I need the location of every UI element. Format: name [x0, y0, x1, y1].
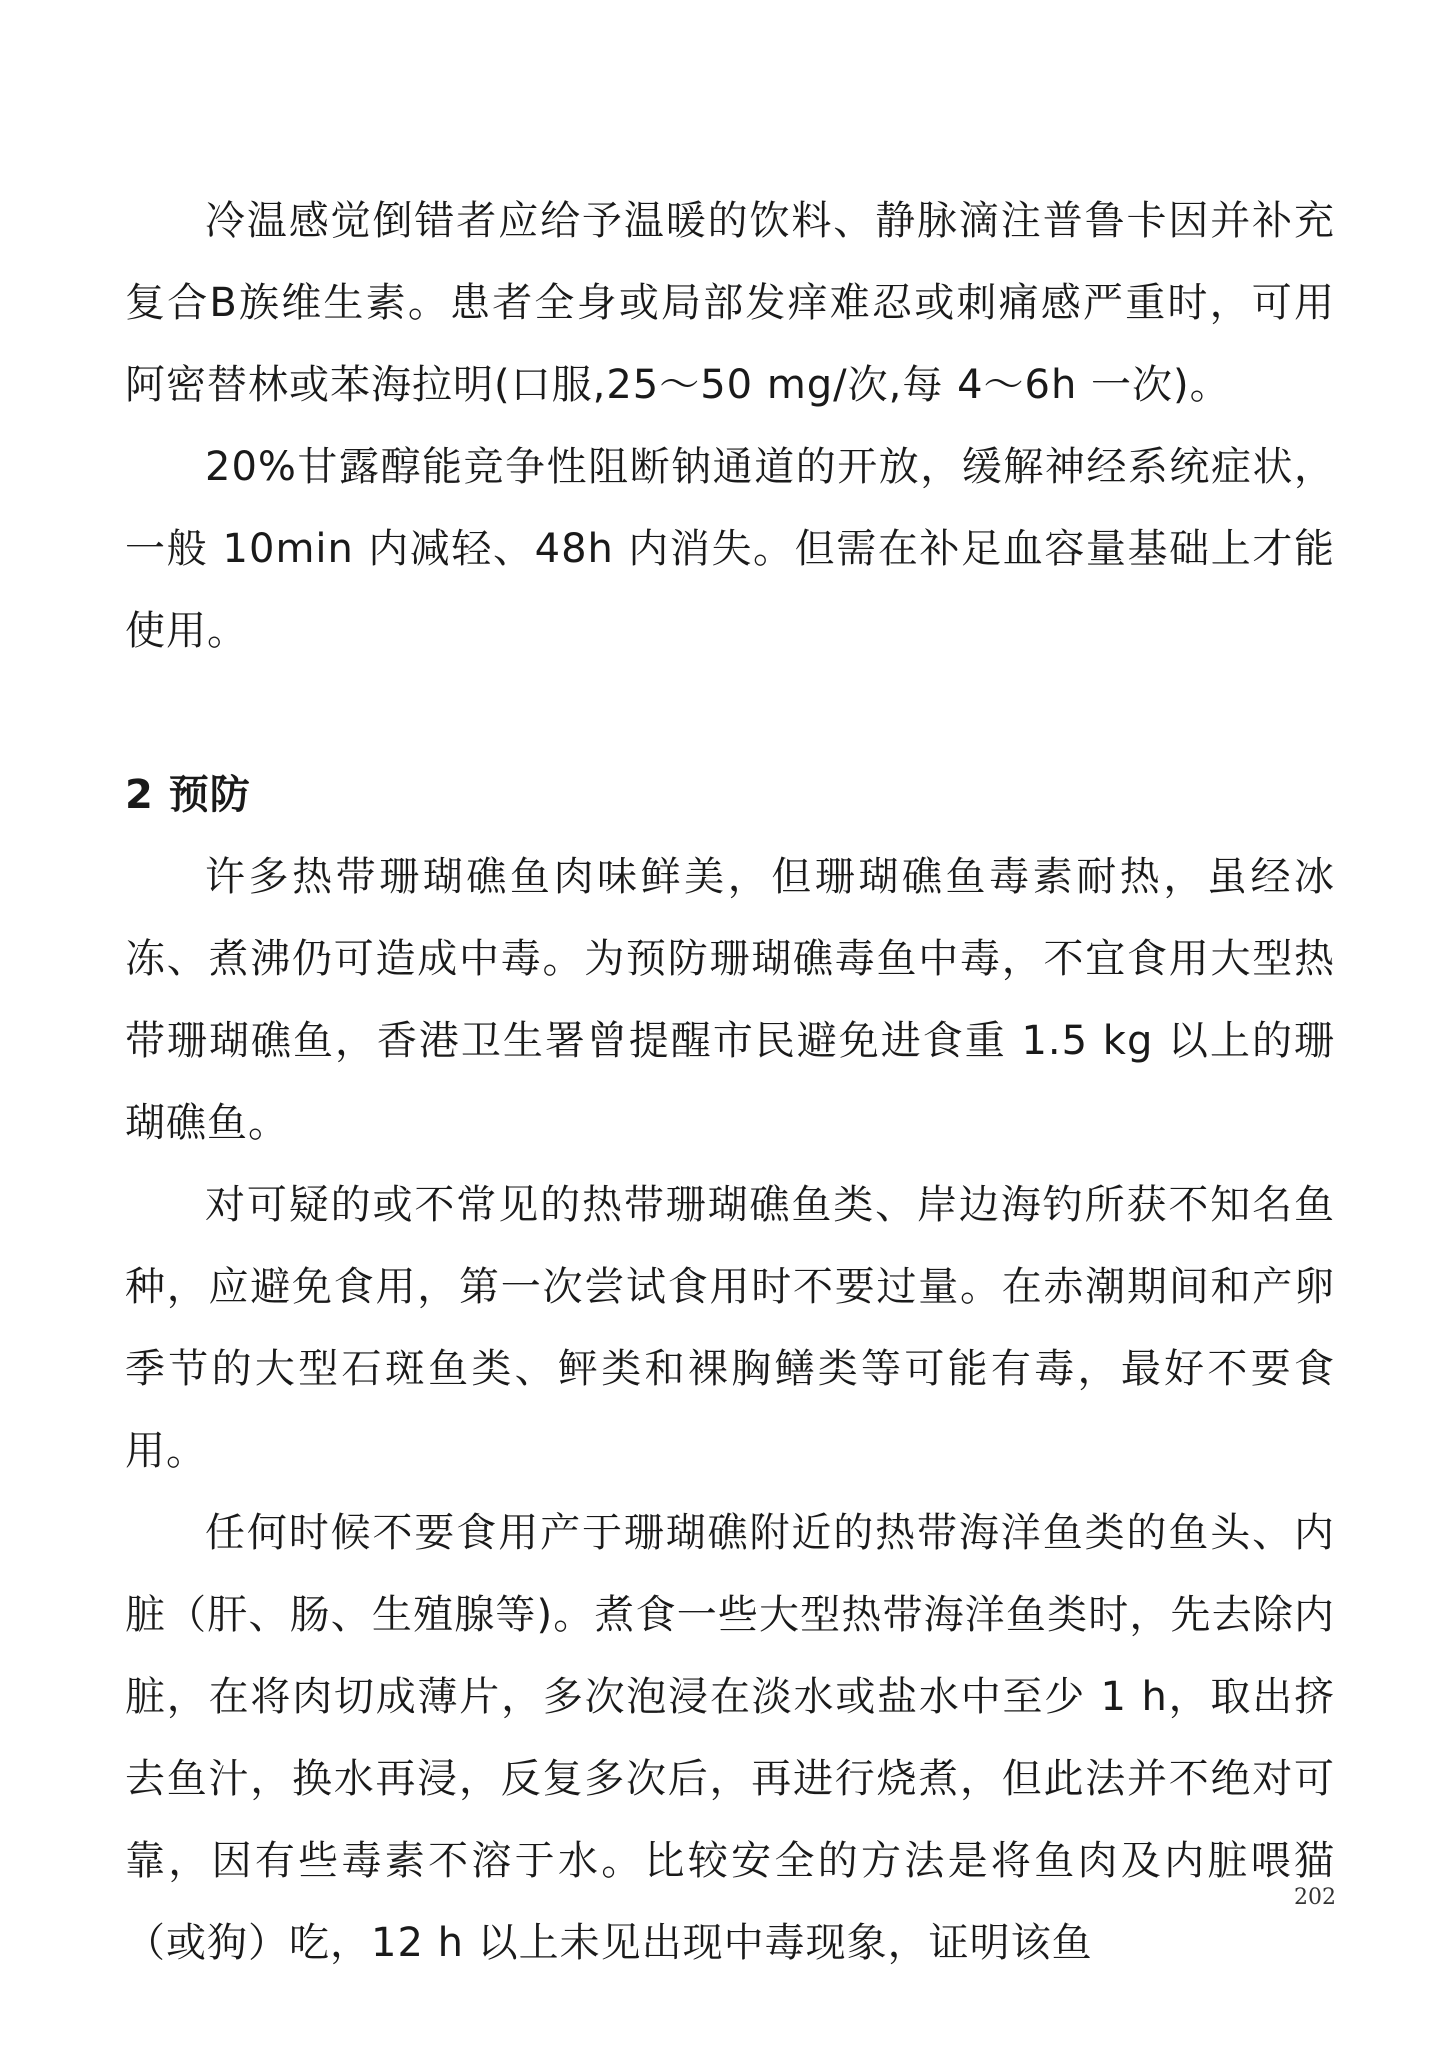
paragraph-treatment-itch: 冷温感觉倒错者应给予温暖的饮料、静脉滴注普鲁卡因并补充复合B族维生素。患者全身或局部发痒难忍或刺痛感严重时，可用阿密替林或苯海拉明(口服,25～50 mg/次,每 4～6h 一次)。: [125, 198, 1335, 408]
section-heading-prevention: 2 预防: [125, 772, 251, 818]
page-content: [125, 180, 1335, 1984]
section-spacer: [125, 672, 1335, 754]
page-number: 202: [1294, 1885, 1336, 1910]
paragraph-prevention-3: 任何时候不要食用产于珊瑚礁附近的热带海洋鱼类的鱼头、内脏（肝、肠、生殖腺等)。煮食一些大型热带海洋鱼类时，先去除内脏，在将肉切成薄片，多次泡浸在淡水或盐水中至少 1 h，取出挤去鱼汁，换水再浸，反复多次后，再进行烧煮，但此法并不绝对可靠，因有些毒素不溶于水。比较安全的方法是将鱼肉及内脏喂猫（或狗）吃，12 h 以上未见出现中毒现象，证明该鱼: [125, 1510, 1335, 1966]
paragraph-mannitol: 20%甘露醇能竞争性阻断钠通道的开放，缓解神经系统症状，一般 10min 内减轻、48h 内消失。但需在补足血容量基础上才能使用。: [125, 444, 1335, 654]
paragraph-prevention-1: 许多热带珊瑚礁鱼肉味鲜美，但珊瑚礁鱼毒素耐热，虽经冰冻、煮沸仍可造成中毒。为预防珊瑚礁毒鱼中毒，不宜食用大型热带珊瑚礁鱼，香港卫生署曾提醒市民避免进食重 1.5 kg 以上的珊瑚礁鱼。: [125, 854, 1335, 1146]
paragraph-prevention-2: 对可疑的或不常见的热带珊瑚礁鱼类、岸边海钓所获不知名鱼种，应避免食用，第一次尝试食用时不要过量。在赤潮期间和产卵季节的大型石斑鱼类、鲆类和裸胸鳝类等可能有毒，最好不要食用。: [125, 1182, 1335, 1474]
